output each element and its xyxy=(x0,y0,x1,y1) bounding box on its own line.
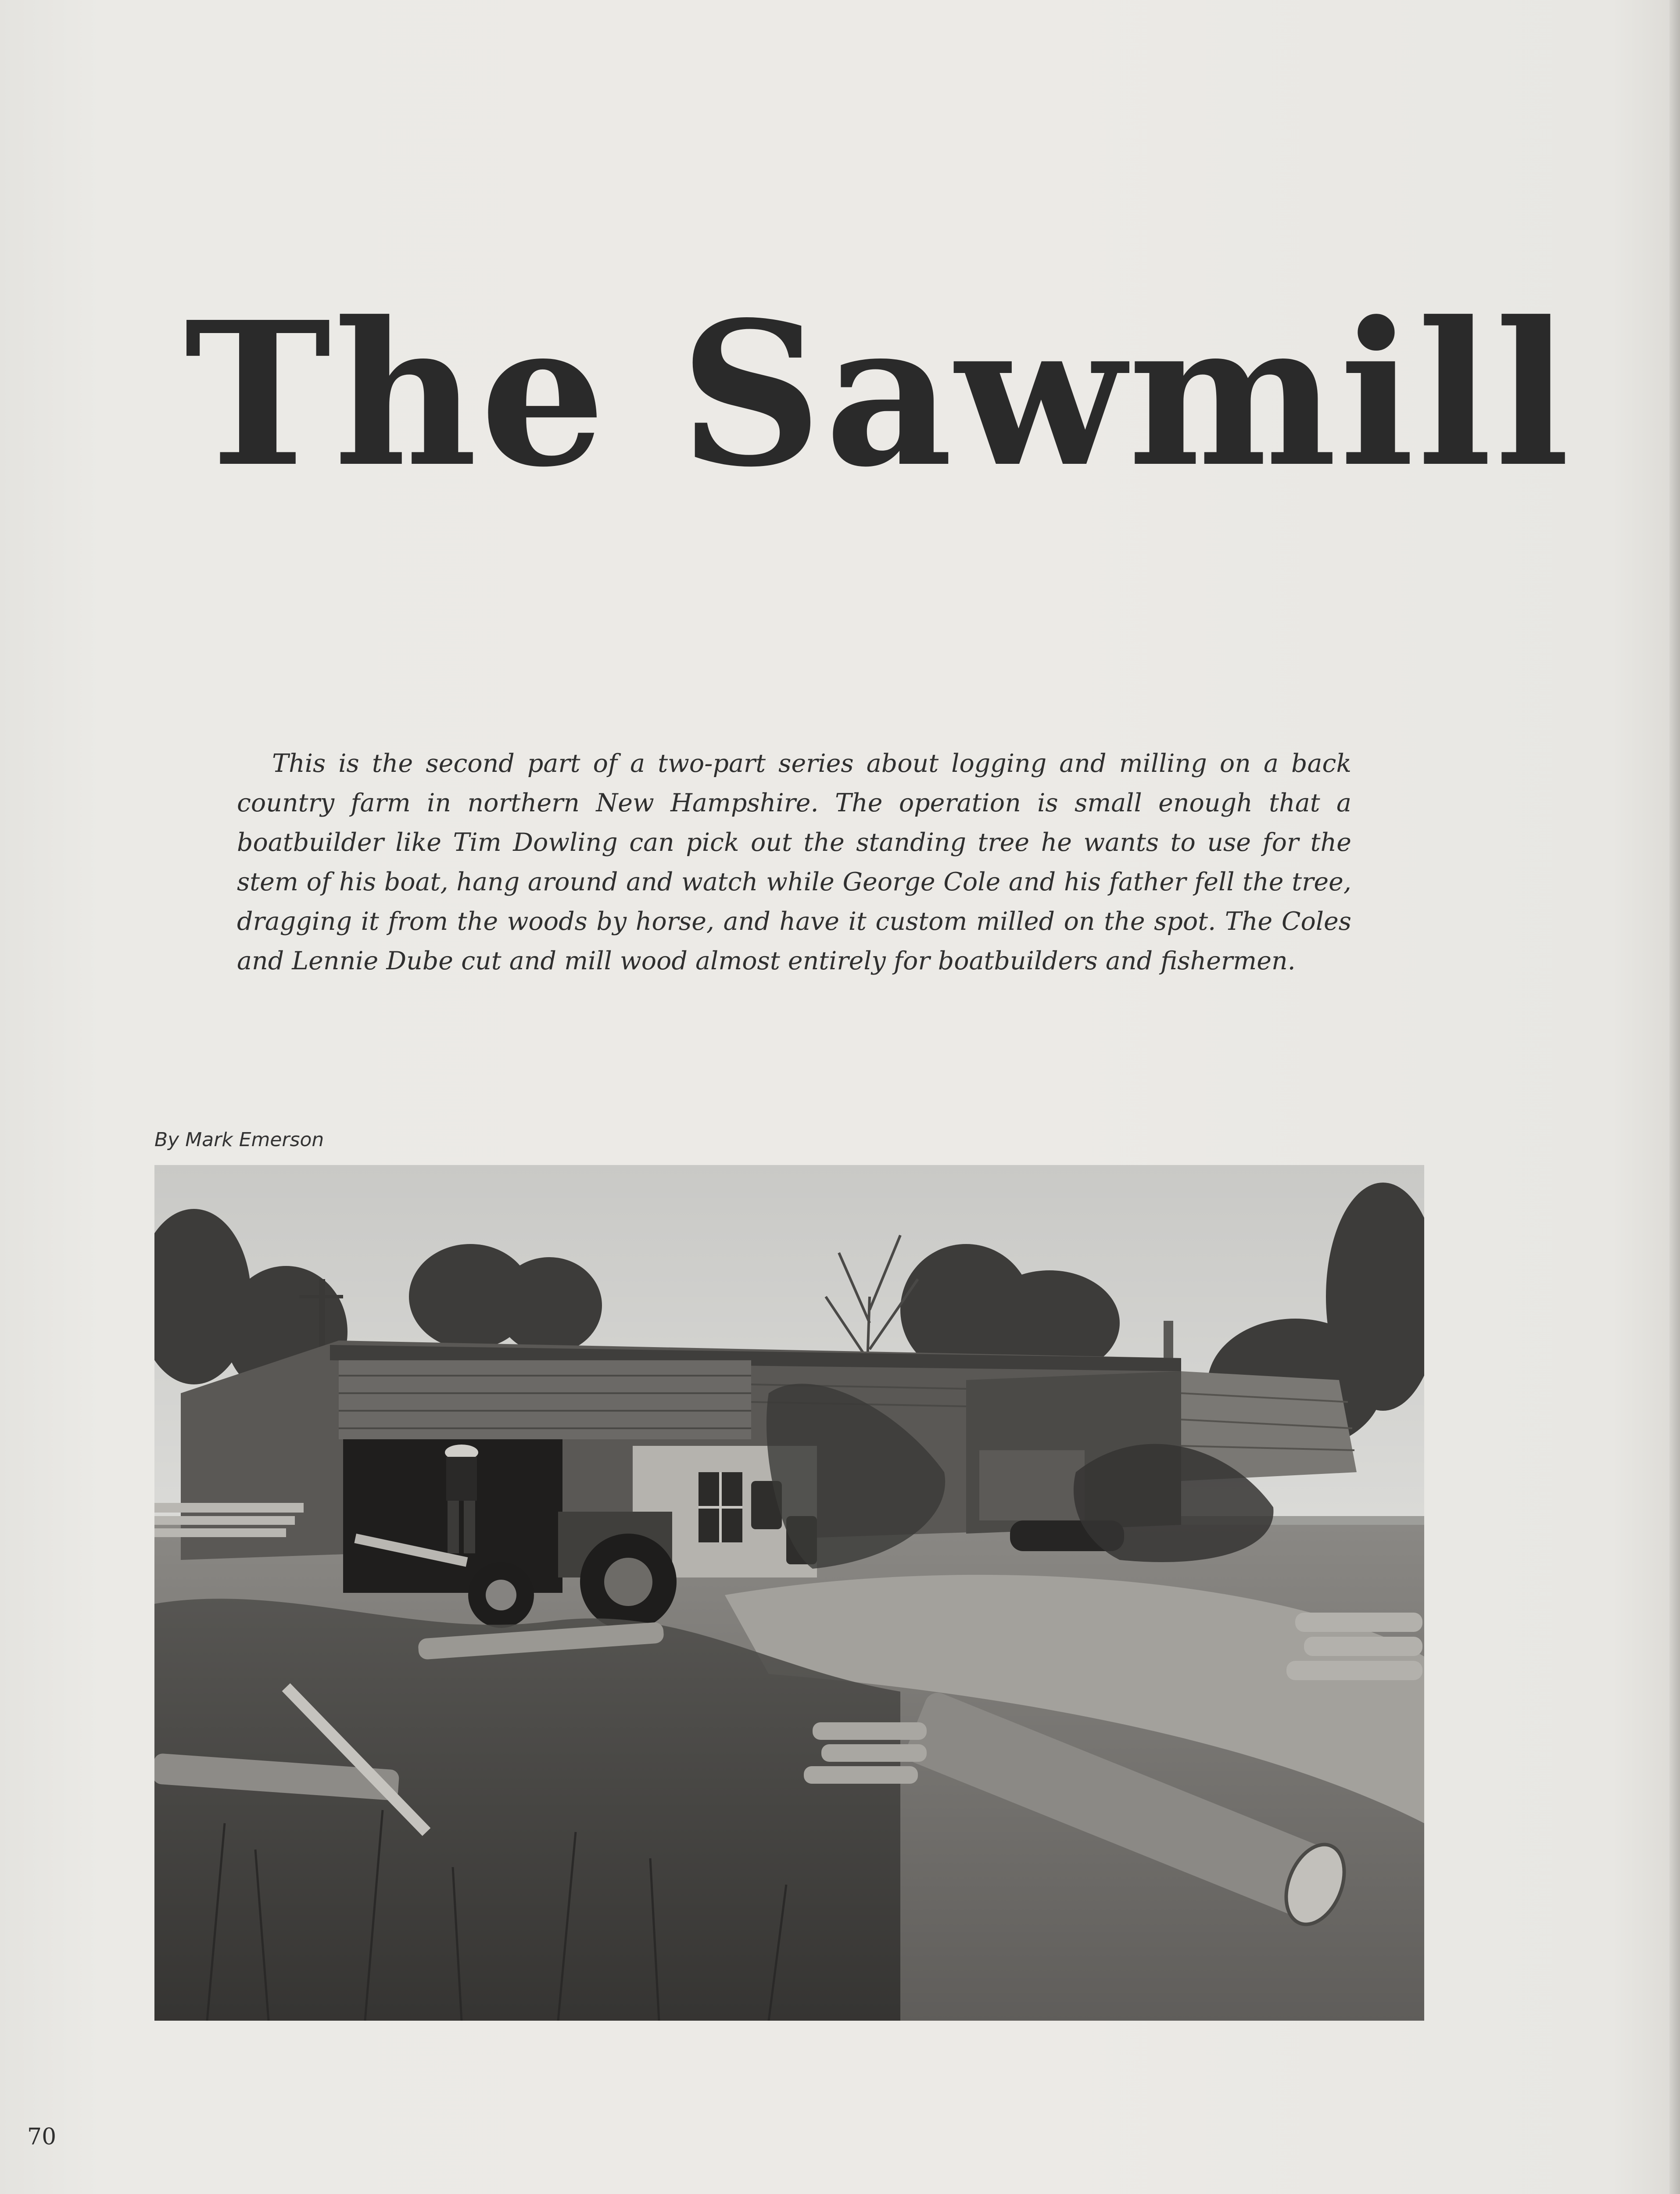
page-edge-shadow xyxy=(1669,0,1680,2194)
sawmill-photo xyxy=(154,1165,1424,2021)
sawmill-photo-illustration xyxy=(154,1165,1424,2021)
article-intro: This is the second part of a two-part series about logging and milling on a back country farm in northern New Hampshire. The operation is small enough that a boatbuilder like Tim Dowling can pick out the standing tree he wants to use for the stem of his boat, hang around and watch while George Cole and his father fell the tree, dragging it from the woods by horse, and have it custom milled on the spot. The Coles and Lennie Dube cut and mill wood almost entirely for boatbuilders and fishermen. xyxy=(237,749,1351,975)
page-number: 70 xyxy=(27,2124,57,2150)
article-title: The Sawmill xyxy=(184,279,1573,511)
byline: By Mark Emerson xyxy=(154,1129,324,1151)
